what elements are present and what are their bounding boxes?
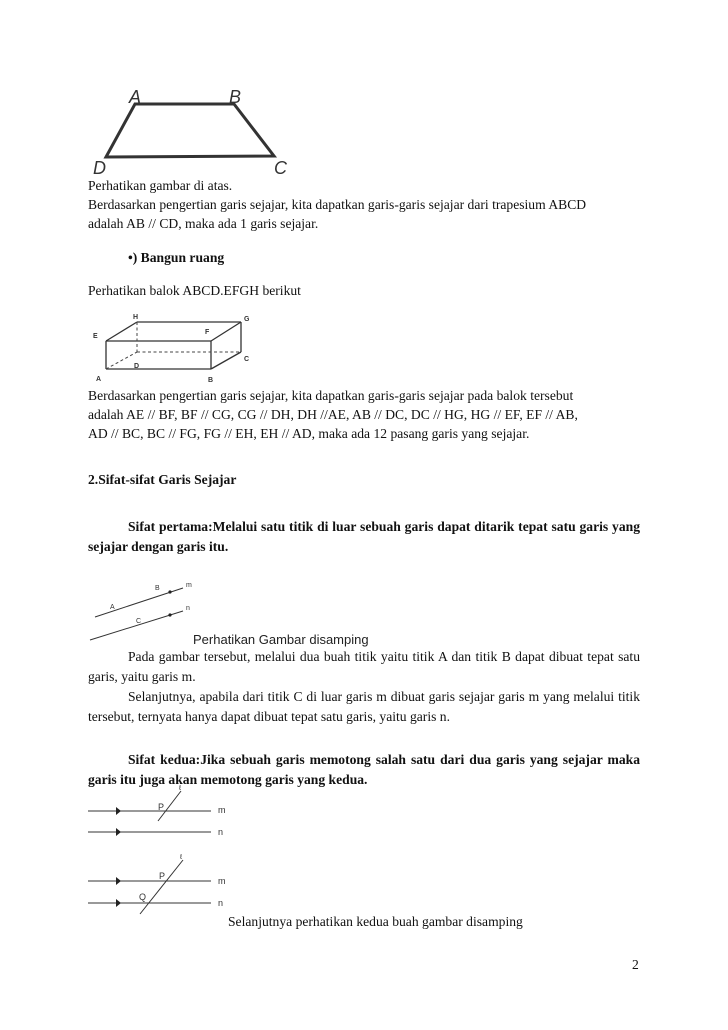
figure-2-caption: Selanjutnya perhatikan kedua buah gambar disamping bbox=[228, 914, 523, 929]
fig3-line-l bbox=[140, 860, 183, 914]
balok-text-1: Berdasarkan pengertian garis sejajar, kita dapatkan garis-garis sejajar pada balok tersebut bbox=[88, 388, 574, 403]
balok-text-3: AD // BC, BC // FG, FG // EH, EH // AD, maka ada 12 pasang garis yang sejajar. bbox=[88, 426, 530, 441]
cuboid-label-a: A bbox=[96, 376, 102, 383]
cuboid-label-b: B bbox=[208, 377, 214, 384]
bangun-ruang-heading: •) Bangun ruang bbox=[128, 250, 225, 265]
cuboid-label-g: G bbox=[244, 316, 250, 323]
fig1-label-c: C bbox=[136, 618, 142, 625]
cuboid-label-d: D bbox=[134, 363, 140, 370]
fig3-label-m: m bbox=[218, 876, 226, 886]
fig3-label-q: Q bbox=[139, 892, 147, 902]
fig1-label-a: A bbox=[110, 604, 115, 611]
fig2-label-l: ℓ bbox=[179, 785, 182, 792]
cuboid-label-h: H bbox=[133, 314, 139, 321]
trapezoid-label-a: A bbox=[129, 87, 142, 107]
section-2-heading: 2.Sifat-sifat Garis Sejajar bbox=[88, 472, 237, 487]
fig3-label-n: n bbox=[218, 898, 224, 908]
sifat-kedua: Sifat kedua:Jika sebuah garis memotong salah satu dari dua garis yang sejajar maka garis itu juga akan memotong garis yang kedua. bbox=[88, 752, 640, 787]
fig1-label-b: B bbox=[155, 585, 160, 592]
trapezoid-text-3: adalah AB // CD, maka ada 1 garis sejajar. bbox=[88, 216, 319, 231]
trapezoid-label-c: C bbox=[274, 158, 287, 178]
trapezoid-text-1: Perhatikan gambar di atas. bbox=[88, 178, 233, 193]
sifat-pertama: Sifat pertama:Melalui satu titik di luar sebuah garis dapat ditarik tepat satu garis yang sejajar dengan garis itu. bbox=[88, 519, 640, 554]
fig2-label-p: P bbox=[158, 802, 165, 812]
cuboid-label-c: C bbox=[244, 356, 250, 363]
fig2-label-n: n bbox=[218, 827, 224, 837]
fig1-label-n: n bbox=[186, 605, 190, 612]
fig2-label-m: m bbox=[218, 805, 226, 815]
balok-text-2: adalah AE // BF, BF // CG, CG // DH, DH //AE, AB // DC, DC // HG, HG // EF, EF // AB, bbox=[88, 407, 578, 422]
trapezoid-label-d: D bbox=[93, 158, 106, 178]
fig3-label-l: ℓ bbox=[180, 854, 183, 861]
trapezoid-label-b: B bbox=[229, 87, 242, 107]
page-number: 2 bbox=[632, 957, 639, 972]
figure-1-caption: Perhatikan Gambar disamping bbox=[193, 632, 369, 647]
cuboid-label-e: E bbox=[93, 333, 98, 340]
cuboid-label-f: F bbox=[205, 329, 210, 336]
fig3-arrow-markers bbox=[116, 877, 121, 907]
trapezoid-text-2: Berdasarkan pengertian garis sejajar, kita dapatkan garis-garis sejajar dari trapesium ABCD bbox=[88, 197, 587, 212]
paragraph-1: Pada gambar tersebut, melalui dua buah titik yaitu titik A dan titik B dapat dibuat tepat satu garis, yaitu garis m. bbox=[88, 649, 640, 684]
paragraph-2: Selanjutnya, apabila dari titik C di luar garis m dibuat garis sejajar garis m yang melalui titik tersebut, ternyata hanya dapat dibuat tepat satu garis, yaitu garis n. bbox=[88, 689, 640, 724]
balok-intro: Perhatikan balok ABCD.EFGH berikut bbox=[88, 283, 301, 298]
fig1-label-m: m bbox=[186, 582, 192, 589]
fig3-label-p: P bbox=[159, 871, 166, 881]
